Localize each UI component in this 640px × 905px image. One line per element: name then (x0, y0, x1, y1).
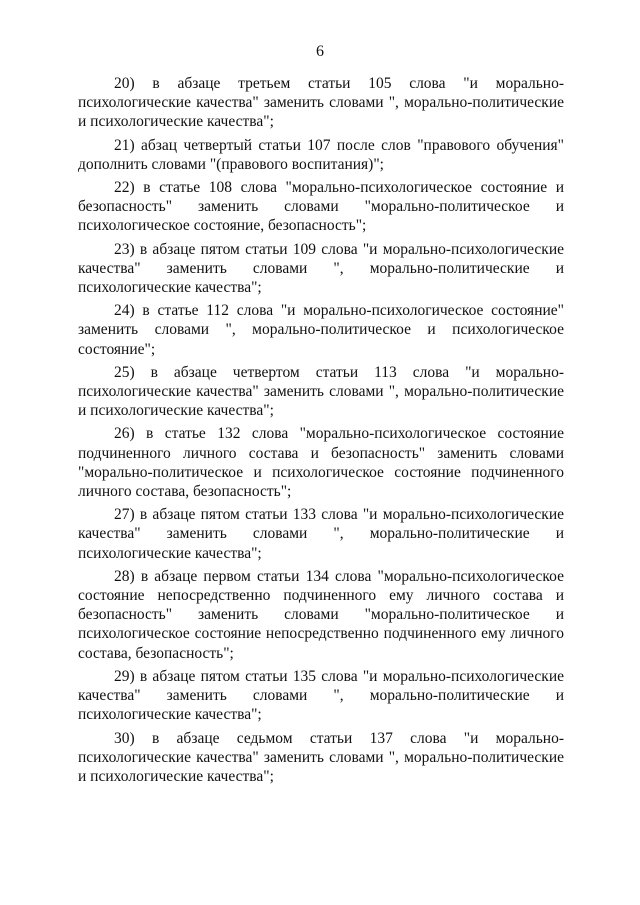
amendment-item-21: 21) абзац четвертый статьи 107 после слов "правового обучения" дополнить словами "(правового воспитания)"; (78, 136, 564, 173)
amendment-item-26: 26) в статье 132 слова "морально-психологическое состояние подчиненного личного состава и безопасность" заменить словами "морально-политическое и психологическое состояние подчиненного личного состава, безопасность"; (78, 425, 564, 501)
amendment-item-29: 29) в абзаце пятом статьи 135 слова "и морально-психологические качества" заменить словами ", морально-политические и психологические качества"; (78, 667, 564, 724)
amendment-item-30: 30) в абзаце седьмом статьи 137 слова "и морально-психологические качества" заменить словами ", морально-политические и психологические качества"; (78, 729, 564, 785)
amendment-item-25: 25) в абзаце четвертом статьи 113 слова "и морально-психологические качества" заменить словами ", морально-политические и психологические качества"; (78, 363, 564, 420)
amendment-item-27: 27) в абзаце пятом статьи 133 слова "и морально-психологические качества" заменить словами ", морально-политические и психологические качества"; (78, 506, 564, 562)
amendment-item-24: 24) в статье 112 слова "и морально-психологическое состояние" заменить словами ", морально-политическое и психологическое состояние"; (78, 302, 564, 358)
document-body (78, 74, 564, 790)
amendment-item-28: 28) в абзаце первом статьи 134 слова "морально-психологическое состояние непосредственно подчиненного ему личного состава и безопасность" заменить словами "морально-политическое и психологическое состояние непосредственно подчиненного ему личного состава, безопасность"; (78, 567, 564, 662)
amendment-item-23: 23) в абзаце пятом статьи 109 слова "и морально-психологические качества" заменить словами ", морально-политические и психологические качества"; (78, 240, 564, 297)
amendment-item-20: 20) в абзаце третьем статьи 105 слова "и морально-психологические качества" заменить словами ", морально-политические и психологические качества"; (78, 75, 564, 131)
page-number: 6 (316, 43, 324, 60)
amendment-item-22: 22) в статье 108 слова "морально-психологическое состояние и безопасность" заменить словами "морально-политическое и психологическое состояние, безопасность"; (78, 179, 564, 235)
